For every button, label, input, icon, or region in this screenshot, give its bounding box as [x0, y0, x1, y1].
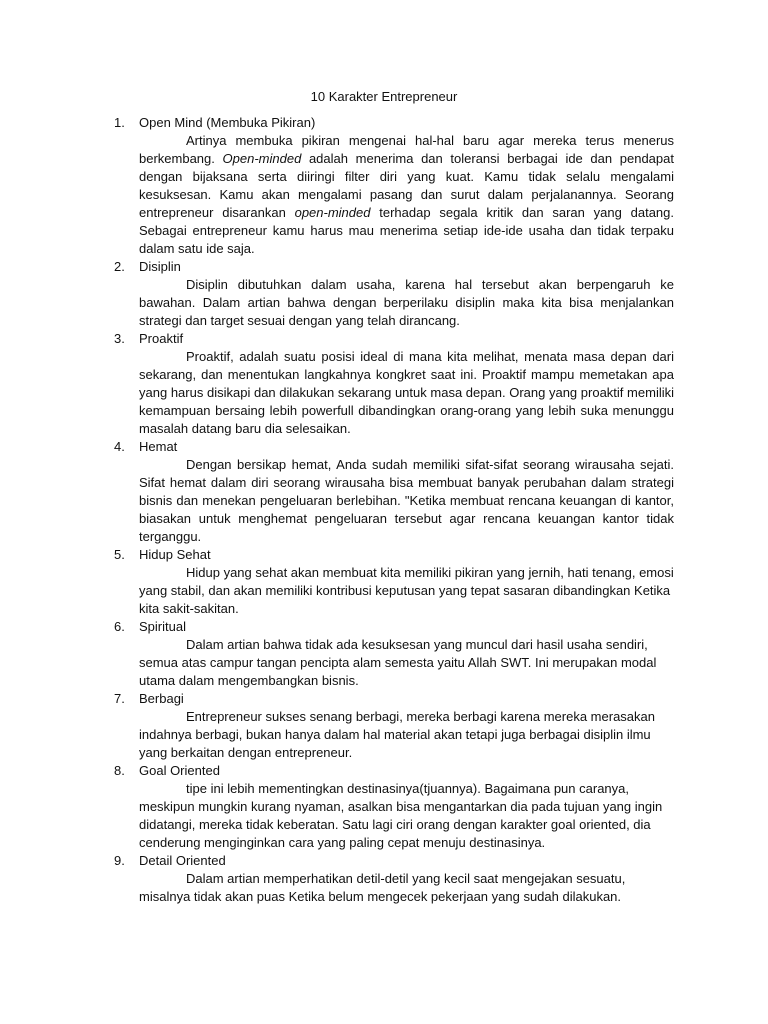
item-body: Dengan bersikap hemat, Anda sudah memiliki sifat-sifat seorang wirausaha sejati. Sifat hemat dalam diri seorang wirausaha bisa membuat banyak perubahan dalam strategi bisnis dan menekan pengeluaran berlebihan. "Ketika membuat rencana keuangan di kantor, biasakan untuk menghemat pengeluaran tersebut agar rencana keuangan kantor tidak terganggu.	[139, 457, 674, 544]
list-item	[0, 330, 674, 438]
item-heading: Disiplin	[139, 259, 181, 274]
item-body: tipe ini lebih mementingkan destinasinya(tjuannya). Bagaimana pun caranya, meskipun mungkin kurang nyaman, asalkan bisa mengantarkan dia pada tujuan yang ingin didatangi, mereka tidak keberatan. Satu lagi ciri orang dengan karakter goal oriented, dia cenderung menginginkan cara yang paling cepat menuju destinasinya.	[139, 781, 663, 850]
item-body	[139, 132, 674, 258]
item-number: 9.	[114, 853, 125, 868]
list-item	[0, 762, 674, 852]
item-number: 4.	[114, 439, 125, 454]
item-number: 5.	[114, 547, 125, 562]
italic-term: open-minded	[294, 205, 371, 220]
list-item	[0, 546, 674, 618]
item-heading: Goal Oriented	[139, 763, 220, 778]
list-item	[0, 618, 674, 690]
item-heading: Detail Oriented	[139, 853, 226, 868]
item-number: 8.	[114, 763, 125, 778]
item-body-text: terhadap segala kritik dan saran yang datang. Sebagai entrepreneur kamu harus mau menerima setiap ide-ide usaha dan tidak terpaku dalam satu ide saja.	[139, 205, 675, 256]
item-number: 1.	[114, 115, 125, 130]
list-item	[0, 438, 674, 546]
item-number: 2.	[114, 259, 125, 274]
item-heading: Proaktif	[139, 331, 184, 346]
item-body: Dalam artian memperhatikan detil-detil yang kecil saat mengejakan sesuatu, misalnya tidak akan puas Ketika belum mengecek pekerjaan yang sudah dilakukan.	[139, 871, 626, 904]
document-title: 10 Karakter Entrepreneur	[310, 89, 458, 104]
item-body-text: adalah menerima dan toleransi berbagai ide dan pendapat dengan bijaksana serta diiringi filter diri yang kuat. Kamu tidak selalu mengalami kesuksesan. Kamu akan mengalami pasang dan surut dalam perjalanannya. Seorang entrepreneur disarankan	[139, 151, 674, 220]
item-heading: Open Mind (Membuka Pikiran)	[139, 115, 316, 130]
item-body: Entrepreneur sukses senang berbagi, mereka berbagi karena mereka merasakan indahnya berbagi, bukan hanya dalam hal material akan tetapi juga berbagai disiplin ilmu yang berkaitan dengan entrepreneur.	[139, 709, 655, 760]
item-body: Disiplin dibutuhkan dalam usaha, karena hal tersebut akan berpengaruh ke bawahan. Dalam artian bahwa dengan berperilaku disiplin maka kita bisa menjalankan strategi dan target sesuai dengan yang telah dirancang.	[139, 277, 674, 328]
item-body: Hidup yang sehat akan membuat kita memiliki pikiran yang jernih, hati tenang, emosi yang stabil, dan akan memiliki kontribusi keputusan yang tepat sasaran dibandingkan Ketika kita sakit-sakitan.	[139, 565, 674, 616]
item-number: 3.	[114, 331, 125, 346]
item-heading: Spiritual	[139, 619, 186, 634]
item-number: 6.	[114, 619, 125, 634]
italic-term: Open-minded	[222, 151, 302, 166]
item-body: Dalam artian bahwa tidak ada kesuksesan yang muncul dari hasil usaha sendiri, semua atas campur tangan pencipta alam semesta yaitu Allah SWT. Ini merupakan modal utama dalam mengembangkan bisnis.	[139, 637, 657, 688]
trait-list	[0, 114, 768, 906]
item-body: Proaktif, adalah suatu posisi ideal di mana kita melihat, menata masa depan dari sekarang, dan menentukan langkahnya kongkret saat ini. Proaktif mampu memetakan apa yang harus disikapi dan dilakukan sekarang untuk masa depan. Orang yang proaktif memiliki kemampuan bersaing lebih powerfull dibandingkan orang-orang yang lebih suka menunggu masalah datang baru dia selesaikan.	[139, 349, 674, 436]
item-heading: Berbagi	[139, 691, 184, 706]
list-item	[0, 114, 674, 258]
item-number: 7.	[114, 691, 125, 706]
list-item	[0, 258, 674, 330]
item-body-text: Artinya membuka pikiran mengenai hal-hal baru agar mereka terus menerus berkembang.	[139, 133, 674, 166]
list-item	[0, 852, 674, 906]
list-item	[0, 690, 674, 762]
item-heading: Hidup Sehat	[139, 547, 211, 562]
item-heading: Hemat	[139, 439, 178, 454]
